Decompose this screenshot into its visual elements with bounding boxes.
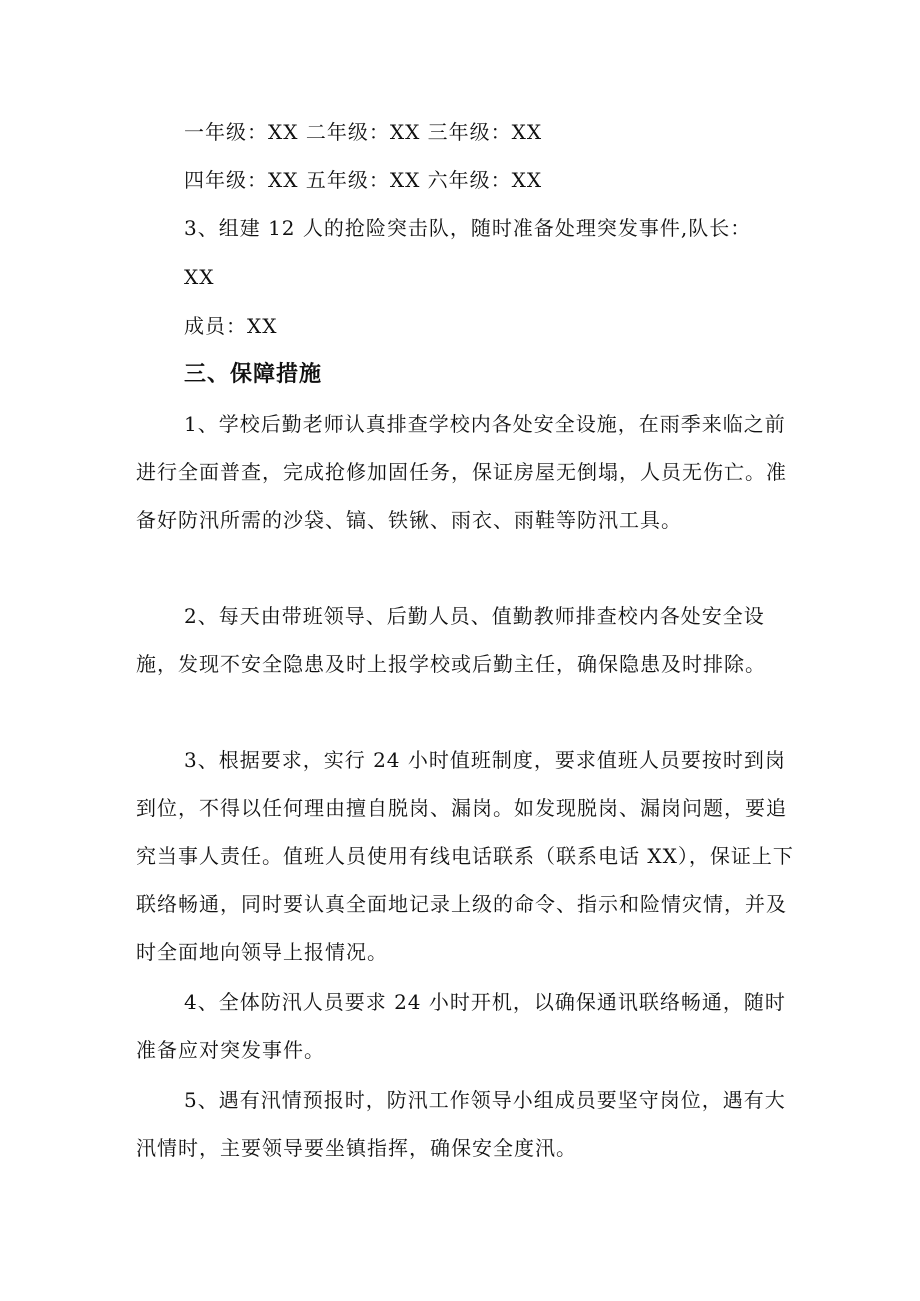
paragraph-1: 1、学校后勤老师认真排查学校内各处安全设施，在雨季来临之前进行全面普查，完成抢修加固任务，保证房屋无倒塌，人员无伤亡。准备好防汛所需的沙袋、镐、铁锹、雨衣、雨鞋等防汛工具。 bbox=[136, 412, 787, 532]
paragraph-4: 4、全体防汛人员要求 24 小时开机，以确保通讯联络畅通，随时准备应对突发事件。 bbox=[136, 990, 786, 1062]
members-line: 成员：XX bbox=[184, 314, 278, 338]
grade-line-2: 四年级：XX 五年级：XX 六年级：XX bbox=[184, 168, 543, 192]
grade-line-1: 一年级：XX 二年级：XX 三年级：XX bbox=[184, 120, 543, 144]
paragraph-3: 3、根据要求，实行 24 小时值班制度，要求值班人员要按时到岗到位，不得以任何理由擅自脱岗、漏岗。如发现脱岗、漏岗问题，要追究当事人责任。值班人员使用有线电话联系（联系电话 XX），保证上下联络畅通，同时要认真全面地记录上级的命令、指示和险情灾情，并及时全面地向领导上报情况。 bbox=[136, 748, 794, 964]
section-heading: 三、保障措施 bbox=[184, 362, 323, 387]
paragraph-2: 2、每天由带班领导、后勤人员、值勤教师排查校内各处安全设施，发现不安全隐患及时上报学校或后勤主任，确保隐患及时排除。 bbox=[136, 604, 766, 676]
paragraph-5: 5、遇有汛情预报时，防汛工作领导小组成员要坚守岗位，遇有大汛情时，主要领导要坐镇指挥，确保安全度汛。 bbox=[136, 1088, 786, 1160]
team-line: 3、组建 12 人的抢险突击队，随时准备处理突发事件,队长： bbox=[184, 216, 752, 240]
team-leader: XX bbox=[184, 265, 215, 289]
